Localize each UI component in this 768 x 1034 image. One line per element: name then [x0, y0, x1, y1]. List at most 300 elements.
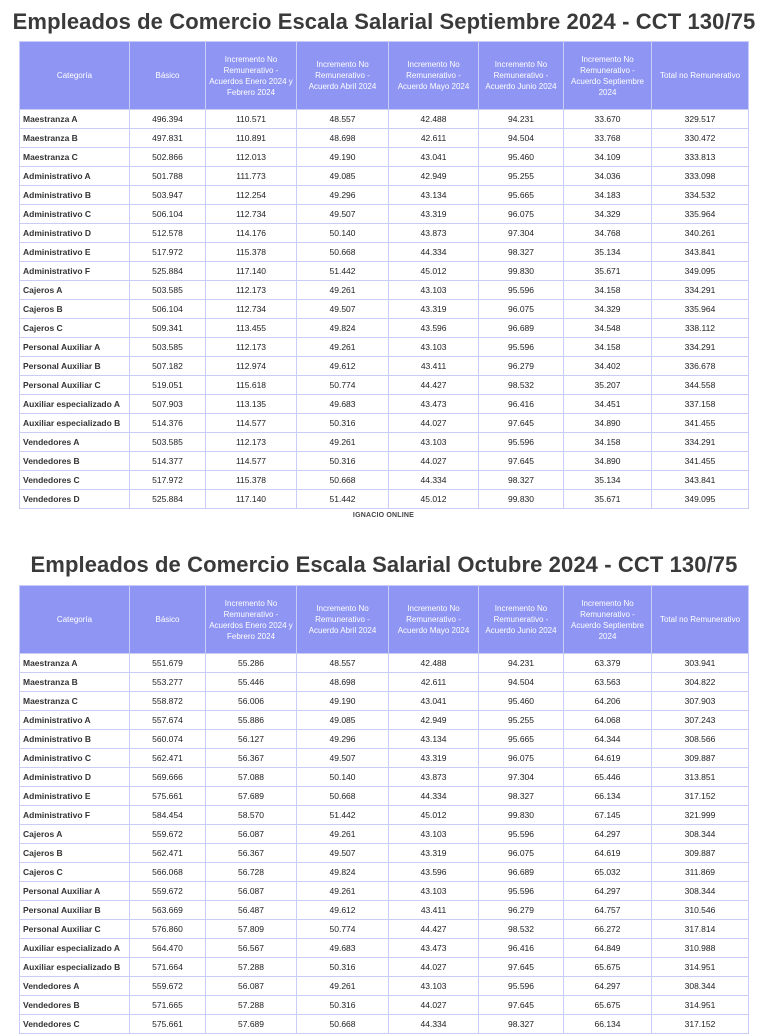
increment-septiembre-cell: 33.670 — [564, 110, 652, 129]
increment-septiembre-cell: 34.548 — [564, 319, 652, 338]
increment-junio-cell: 96.279 — [479, 901, 564, 920]
total-no-remunerativo-cell: 308.344 — [652, 977, 749, 996]
increment-enero-febrero-cell: 55.886 — [206, 711, 297, 730]
basico-cell: 512.578 — [130, 224, 206, 243]
category-cell: Personal Auxiliar A — [20, 882, 130, 901]
increment-abril-cell: 49.085 — [297, 167, 389, 186]
increment-mayo-cell: 43.103 — [389, 882, 479, 901]
col-mayo-header: Incremento No Remunerativo - Acuerdo Mayo 2024 — [389, 42, 479, 110]
increment-junio-cell: 96.416 — [479, 939, 564, 958]
total-no-remunerativo-cell: 303.941 — [652, 654, 749, 673]
col-enero-febrero-header: Incremento No Remunerativo - Acuerdos Enero 2024 y Febrero 2024 — [206, 42, 297, 110]
increment-junio-cell: 95.255 — [479, 711, 564, 730]
basico-cell: 506.104 — [130, 205, 206, 224]
total-no-remunerativo-cell: 317.152 — [652, 787, 749, 806]
basico-cell: 517.972 — [130, 243, 206, 262]
increment-septiembre-cell: 64.297 — [564, 825, 652, 844]
total-no-remunerativo-cell: 334.291 — [652, 281, 749, 300]
increment-mayo-cell: 44.334 — [389, 471, 479, 490]
increment-septiembre-cell: 34.329 — [564, 300, 652, 319]
increment-enero-febrero-cell: 112.173 — [206, 281, 297, 300]
basico-cell: 559.672 — [130, 882, 206, 901]
total-no-remunerativo-cell: 309.887 — [652, 749, 749, 768]
col-mayo-header: Incremento No Remunerativo - Acuerdo Mayo 2024 — [389, 586, 479, 654]
increment-junio-cell: 96.689 — [479, 863, 564, 882]
increment-mayo-cell: 44.427 — [389, 376, 479, 395]
increment-mayo-cell: 44.027 — [389, 414, 479, 433]
category-cell: Personal Auxiliar A — [20, 338, 130, 357]
increment-mayo-cell: 44.334 — [389, 787, 479, 806]
increment-junio-cell: 94.231 — [479, 110, 564, 129]
increment-septiembre-cell: 67.145 — [564, 806, 652, 825]
increment-enero-febrero-cell: 113.455 — [206, 319, 297, 338]
table-row — [20, 471, 749, 490]
basico-cell: 501.788 — [130, 167, 206, 186]
increment-mayo-cell: 43.319 — [389, 844, 479, 863]
category-cell: Personal Auxiliar C — [20, 376, 130, 395]
table-row — [20, 224, 749, 243]
increment-mayo-cell: 43.319 — [389, 300, 479, 319]
basico-cell: 571.665 — [130, 996, 206, 1015]
increment-abril-cell: 49.507 — [297, 300, 389, 319]
category-cell: Cajeros A — [20, 281, 130, 300]
increment-enero-febrero-cell: 117.140 — [206, 262, 297, 281]
basico-cell: 558.872 — [130, 692, 206, 711]
increment-mayo-cell: 45.012 — [389, 806, 479, 825]
category-cell: Maestranza A — [20, 110, 130, 129]
increment-junio-cell: 97.645 — [479, 996, 564, 1015]
col-categoria-header: Categoría — [20, 586, 130, 654]
increment-enero-febrero-cell: 56.087 — [206, 882, 297, 901]
increment-mayo-cell: 44.027 — [389, 958, 479, 977]
basico-cell: 503.585 — [130, 281, 206, 300]
col-septiembre-header: Incremento No Remunerativo - Acuerdo Septiembre 2024 — [564, 586, 652, 654]
category-cell: Administrativo B — [20, 730, 130, 749]
table-row — [20, 281, 749, 300]
col-total-header: Total no Remunerativo — [652, 42, 749, 110]
table-row — [20, 711, 749, 730]
increment-junio-cell: 97.645 — [479, 414, 564, 433]
table-row — [20, 920, 749, 939]
increment-abril-cell: 50.668 — [297, 243, 389, 262]
increment-abril-cell: 49.261 — [297, 338, 389, 357]
increment-septiembre-cell: 34.451 — [564, 395, 652, 414]
increment-septiembre-cell: 34.158 — [564, 433, 652, 452]
col-categoria-header: Categoría — [20, 42, 130, 110]
total-no-remunerativo-cell: 309.887 — [652, 844, 749, 863]
total-no-remunerativo-cell: 307.243 — [652, 711, 749, 730]
table-header-row — [20, 42, 749, 110]
increment-abril-cell: 49.261 — [297, 433, 389, 452]
increment-enero-febrero-cell: 112.734 — [206, 205, 297, 224]
increment-septiembre-cell: 35.671 — [564, 490, 652, 509]
increment-junio-cell: 96.689 — [479, 319, 564, 338]
increment-abril-cell: 51.442 — [297, 806, 389, 825]
increment-abril-cell: 49.507 — [297, 844, 389, 863]
increment-abril-cell: 49.507 — [297, 205, 389, 224]
category-cell: Personal Auxiliar C — [20, 920, 130, 939]
increment-abril-cell: 49.824 — [297, 319, 389, 338]
increment-septiembre-cell: 34.109 — [564, 148, 652, 167]
table-body — [20, 654, 749, 1034]
basico-cell: 503.947 — [130, 186, 206, 205]
increment-junio-cell: 97.645 — [479, 452, 564, 471]
basico-cell: 507.903 — [130, 395, 206, 414]
total-no-remunerativo-cell: 334.291 — [652, 433, 749, 452]
increment-enero-febrero-cell: 114.577 — [206, 414, 297, 433]
basico-cell: 560.074 — [130, 730, 206, 749]
total-no-remunerativo-cell: 333.813 — [652, 148, 749, 167]
basico-cell: 571.664 — [130, 958, 206, 977]
increment-enero-febrero-cell: 112.173 — [206, 338, 297, 357]
increment-abril-cell: 50.668 — [297, 787, 389, 806]
increment-enero-febrero-cell: 110.891 — [206, 129, 297, 148]
total-no-remunerativo-cell: 334.291 — [652, 338, 749, 357]
increment-enero-febrero-cell: 57.809 — [206, 920, 297, 939]
table-row — [20, 806, 749, 825]
increment-enero-febrero-cell: 56.728 — [206, 863, 297, 882]
increment-abril-cell: 49.296 — [297, 730, 389, 749]
increment-abril-cell: 49.824 — [297, 863, 389, 882]
increment-mayo-cell: 43.319 — [389, 749, 479, 768]
increment-septiembre-cell: 34.158 — [564, 338, 652, 357]
category-cell: Maestranza C — [20, 692, 130, 711]
increment-abril-cell: 48.557 — [297, 110, 389, 129]
increment-septiembre-cell: 64.757 — [564, 901, 652, 920]
table-row — [20, 300, 749, 319]
category-cell: Auxiliar especializado A — [20, 395, 130, 414]
increment-enero-febrero-cell: 114.577 — [206, 452, 297, 471]
increment-junio-cell: 98.327 — [479, 1015, 564, 1034]
basico-cell: 525.884 — [130, 490, 206, 509]
total-no-remunerativo-cell: 341.455 — [652, 452, 749, 471]
salary-table-october — [19, 585, 748, 1034]
col-total-header: Total no Remunerativo — [652, 586, 749, 654]
table-row — [20, 167, 749, 186]
increment-junio-cell: 95.596 — [479, 882, 564, 901]
increment-septiembre-cell: 35.134 — [564, 243, 652, 262]
table-row — [20, 844, 749, 863]
increment-enero-febrero-cell: 111.773 — [206, 167, 297, 186]
increment-septiembre-cell: 64.206 — [564, 692, 652, 711]
increment-mayo-cell: 42.949 — [389, 711, 479, 730]
basico-cell: 566.068 — [130, 863, 206, 882]
increment-mayo-cell: 43.873 — [389, 768, 479, 787]
increment-junio-cell: 96.279 — [479, 357, 564, 376]
table-row — [20, 148, 749, 167]
increment-abril-cell: 49.085 — [297, 711, 389, 730]
category-cell: Maestranza B — [20, 673, 130, 692]
increment-mayo-cell: 43.041 — [389, 148, 479, 167]
increment-septiembre-cell: 64.297 — [564, 977, 652, 996]
increment-abril-cell: 49.683 — [297, 395, 389, 414]
basico-cell: 503.585 — [130, 433, 206, 452]
increment-enero-febrero-cell: 115.378 — [206, 471, 297, 490]
total-no-remunerativo-cell: 340.261 — [652, 224, 749, 243]
increment-junio-cell: 99.830 — [479, 490, 564, 509]
basico-cell: 551.679 — [130, 654, 206, 673]
total-no-remunerativo-cell: 336.678 — [652, 357, 749, 376]
col-enero-febrero-header: Incremento No Remunerativo - Acuerdos Enero 2024 y Febrero 2024 — [206, 586, 297, 654]
increment-abril-cell: 49.612 — [297, 357, 389, 376]
increment-enero-febrero-cell: 56.087 — [206, 977, 297, 996]
total-no-remunerativo-cell: 335.964 — [652, 300, 749, 319]
col-basico-header: Básico — [130, 586, 206, 654]
basico-cell: 506.104 — [130, 300, 206, 319]
increment-abril-cell: 49.683 — [297, 939, 389, 958]
increment-abril-cell: 51.442 — [297, 262, 389, 281]
category-cell: Personal Auxiliar B — [20, 357, 130, 376]
increment-mayo-cell: 43.041 — [389, 692, 479, 711]
basico-cell: 517.972 — [130, 471, 206, 490]
increment-septiembre-cell: 63.379 — [564, 654, 652, 673]
increment-mayo-cell: 42.949 — [389, 167, 479, 186]
increment-septiembre-cell: 64.068 — [564, 711, 652, 730]
increment-abril-cell: 48.698 — [297, 673, 389, 692]
increment-abril-cell: 50.140 — [297, 224, 389, 243]
increment-junio-cell: 95.596 — [479, 281, 564, 300]
increment-junio-cell: 94.231 — [479, 654, 564, 673]
increment-enero-febrero-cell: 117.140 — [206, 490, 297, 509]
total-no-remunerativo-cell: 311.869 — [652, 863, 749, 882]
increment-septiembre-cell: 66.134 — [564, 1015, 652, 1034]
total-no-remunerativo-cell: 349.095 — [652, 490, 749, 509]
increment-septiembre-cell: 64.619 — [564, 749, 652, 768]
increment-enero-febrero-cell: 55.446 — [206, 673, 297, 692]
total-no-remunerativo-cell: 313.851 — [652, 768, 749, 787]
increment-mayo-cell: 44.027 — [389, 452, 479, 471]
basico-cell: 584.454 — [130, 806, 206, 825]
increment-septiembre-cell: 35.134 — [564, 471, 652, 490]
increment-enero-febrero-cell: 58.570 — [206, 806, 297, 825]
increment-junio-cell: 96.075 — [479, 300, 564, 319]
increment-abril-cell: 48.557 — [297, 654, 389, 673]
increment-junio-cell: 95.596 — [479, 825, 564, 844]
increment-junio-cell: 97.304 — [479, 768, 564, 787]
category-cell: Maestranza A — [20, 654, 130, 673]
basico-cell: 553.277 — [130, 673, 206, 692]
table-row — [20, 338, 749, 357]
increment-abril-cell: 49.612 — [297, 901, 389, 920]
increment-enero-febrero-cell: 57.689 — [206, 787, 297, 806]
increment-mayo-cell: 43.319 — [389, 205, 479, 224]
category-cell: Auxiliar especializado B — [20, 414, 130, 433]
increment-abril-cell: 50.316 — [297, 452, 389, 471]
basico-cell: 563.669 — [130, 901, 206, 920]
increment-junio-cell: 99.830 — [479, 806, 564, 825]
increment-junio-cell: 97.645 — [479, 958, 564, 977]
increment-junio-cell: 96.075 — [479, 844, 564, 863]
table-row — [20, 414, 749, 433]
increment-septiembre-cell: 34.768 — [564, 224, 652, 243]
increment-enero-febrero-cell: 55.286 — [206, 654, 297, 673]
increment-abril-cell: 49.507 — [297, 749, 389, 768]
increment-abril-cell: 49.261 — [297, 281, 389, 300]
basico-cell: 502.866 — [130, 148, 206, 167]
basico-cell: 564.470 — [130, 939, 206, 958]
increment-septiembre-cell: 34.036 — [564, 167, 652, 186]
increment-junio-cell: 94.504 — [479, 673, 564, 692]
basico-cell: 557.674 — [130, 711, 206, 730]
table-row — [20, 205, 749, 224]
increment-junio-cell: 98.327 — [479, 243, 564, 262]
basico-cell: 562.471 — [130, 749, 206, 768]
increment-junio-cell: 99.830 — [479, 262, 564, 281]
increment-mayo-cell: 44.427 — [389, 920, 479, 939]
category-cell: Administrativo A — [20, 167, 130, 186]
table-header-row — [20, 586, 749, 654]
increment-septiembre-cell: 34.158 — [564, 281, 652, 300]
increment-septiembre-cell: 63.563 — [564, 673, 652, 692]
col-junio-header: Incremento No Remunerativo - Acuerdo Junio 2024 — [479, 586, 564, 654]
table-row — [20, 825, 749, 844]
increment-mayo-cell: 43.473 — [389, 939, 479, 958]
total-no-remunerativo-cell: 310.988 — [652, 939, 749, 958]
increment-mayo-cell: 43.134 — [389, 730, 479, 749]
increment-enero-febrero-cell: 56.127 — [206, 730, 297, 749]
basico-cell: 576.860 — [130, 920, 206, 939]
table-row — [20, 749, 749, 768]
increment-septiembre-cell: 34.890 — [564, 414, 652, 433]
table-row — [20, 262, 749, 281]
increment-junio-cell: 98.532 — [479, 376, 564, 395]
increment-abril-cell: 50.316 — [297, 414, 389, 433]
table-row — [20, 243, 749, 262]
table-row — [20, 977, 749, 996]
total-no-remunerativo-cell: 314.951 — [652, 958, 749, 977]
basico-cell: 562.471 — [130, 844, 206, 863]
total-no-remunerativo-cell: 317.152 — [652, 1015, 749, 1034]
increment-abril-cell: 49.261 — [297, 977, 389, 996]
basico-cell: 519.051 — [130, 376, 206, 395]
table-row — [20, 452, 749, 471]
page-title-october: Empleados de Comercio Escala Salarial Octubre 2024 - CCT 130/75 — [30, 552, 738, 577]
increment-abril-cell: 50.668 — [297, 471, 389, 490]
table-row — [20, 958, 749, 977]
table-row — [20, 1015, 749, 1034]
increment-enero-febrero-cell: 112.974 — [206, 357, 297, 376]
increment-enero-febrero-cell: 56.567 — [206, 939, 297, 958]
increment-septiembre-cell: 64.344 — [564, 730, 652, 749]
increment-junio-cell: 95.596 — [479, 977, 564, 996]
increment-septiembre-cell: 34.890 — [564, 452, 652, 471]
increment-septiembre-cell: 64.297 — [564, 882, 652, 901]
increment-abril-cell: 50.316 — [297, 958, 389, 977]
category-cell: Vendedores D — [20, 490, 130, 509]
table-row — [20, 901, 749, 920]
col-abril-header: Incremento No Remunerativo - Acuerdo Abril 2024 — [297, 586, 389, 654]
basico-cell: 509.341 — [130, 319, 206, 338]
increment-junio-cell: 96.416 — [479, 395, 564, 414]
page-title-september: Empleados de Comercio Escala Salarial Septiembre 2024 - CCT 130/75 — [12, 9, 756, 34]
increment-abril-cell: 50.668 — [297, 1015, 389, 1034]
category-cell: Cajeros B — [20, 844, 130, 863]
category-cell: Administrativo E — [20, 243, 130, 262]
total-no-remunerativo-cell: 308.566 — [652, 730, 749, 749]
total-no-remunerativo-cell: 321.999 — [652, 806, 749, 825]
increment-junio-cell: 96.075 — [479, 205, 564, 224]
category-cell: Maestranza C — [20, 148, 130, 167]
category-cell: Vendedores C — [20, 1015, 130, 1034]
increment-mayo-cell: 42.611 — [389, 673, 479, 692]
col-abril-header: Incremento No Remunerativo - Acuerdo Abril 2024 — [297, 42, 389, 110]
total-no-remunerativo-cell: 317.814 — [652, 920, 749, 939]
increment-enero-febrero-cell: 112.173 — [206, 433, 297, 452]
increment-junio-cell: 95.665 — [479, 730, 564, 749]
total-no-remunerativo-cell: 343.841 — [652, 243, 749, 262]
total-no-remunerativo-cell: 304.822 — [652, 673, 749, 692]
table-row — [20, 692, 749, 711]
total-no-remunerativo-cell: 308.344 — [652, 882, 749, 901]
table-body — [20, 110, 749, 509]
table-row — [20, 376, 749, 395]
increment-enero-febrero-cell: 56.367 — [206, 844, 297, 863]
total-no-remunerativo-cell: 329.517 — [652, 110, 749, 129]
basico-cell: 569.666 — [130, 768, 206, 787]
increment-enero-febrero-cell: 57.088 — [206, 768, 297, 787]
total-no-remunerativo-cell: 337.158 — [652, 395, 749, 414]
table-row — [20, 395, 749, 414]
col-basico-header: Básico — [130, 42, 206, 110]
total-no-remunerativo-cell: 334.532 — [652, 186, 749, 205]
table-row — [20, 433, 749, 452]
increment-mayo-cell: 44.027 — [389, 996, 479, 1015]
increment-mayo-cell: 43.103 — [389, 825, 479, 844]
category-cell: Administrativo F — [20, 262, 130, 281]
basico-cell: 497.831 — [130, 129, 206, 148]
category-cell: Administrativo B — [20, 186, 130, 205]
increment-septiembre-cell: 65.032 — [564, 863, 652, 882]
category-cell: Vendedores A — [20, 433, 130, 452]
increment-abril-cell: 49.190 — [297, 148, 389, 167]
table-row — [20, 673, 749, 692]
increment-septiembre-cell: 66.272 — [564, 920, 652, 939]
col-septiembre-header: Incremento No Remunerativo - Acuerdo Septiembre 2024 — [564, 42, 652, 110]
increment-mayo-cell: 42.488 — [389, 654, 479, 673]
increment-junio-cell: 95.460 — [479, 692, 564, 711]
total-no-remunerativo-cell: 307.903 — [652, 692, 749, 711]
total-no-remunerativo-cell: 338.112 — [652, 319, 749, 338]
increment-septiembre-cell: 33.768 — [564, 129, 652, 148]
table-row — [20, 939, 749, 958]
increment-mayo-cell: 44.334 — [389, 243, 479, 262]
increment-junio-cell: 98.327 — [479, 471, 564, 490]
basico-cell: 507.182 — [130, 357, 206, 376]
table-row — [20, 996, 749, 1015]
increment-mayo-cell: 43.103 — [389, 977, 479, 996]
category-cell: Personal Auxiliar B — [20, 901, 130, 920]
increment-septiembre-cell: 34.329 — [564, 205, 652, 224]
table-row — [20, 490, 749, 509]
increment-abril-cell: 49.261 — [297, 882, 389, 901]
category-cell: Cajeros A — [20, 825, 130, 844]
total-no-remunerativo-cell: 341.455 — [652, 414, 749, 433]
increment-enero-febrero-cell: 57.288 — [206, 996, 297, 1015]
table-row — [20, 319, 749, 338]
total-no-remunerativo-cell: 310.546 — [652, 901, 749, 920]
increment-abril-cell: 49.261 — [297, 825, 389, 844]
basico-cell: 503.585 — [130, 338, 206, 357]
increment-septiembre-cell: 35.671 — [564, 262, 652, 281]
increment-enero-febrero-cell: 56.087 — [206, 825, 297, 844]
increment-junio-cell: 95.255 — [479, 167, 564, 186]
increment-enero-febrero-cell: 114.176 — [206, 224, 297, 243]
category-cell: Cajeros C — [20, 863, 130, 882]
increment-mayo-cell: 43.596 — [389, 319, 479, 338]
table-row — [20, 768, 749, 787]
category-cell: Vendedores B — [20, 452, 130, 471]
increment-junio-cell: 98.532 — [479, 920, 564, 939]
